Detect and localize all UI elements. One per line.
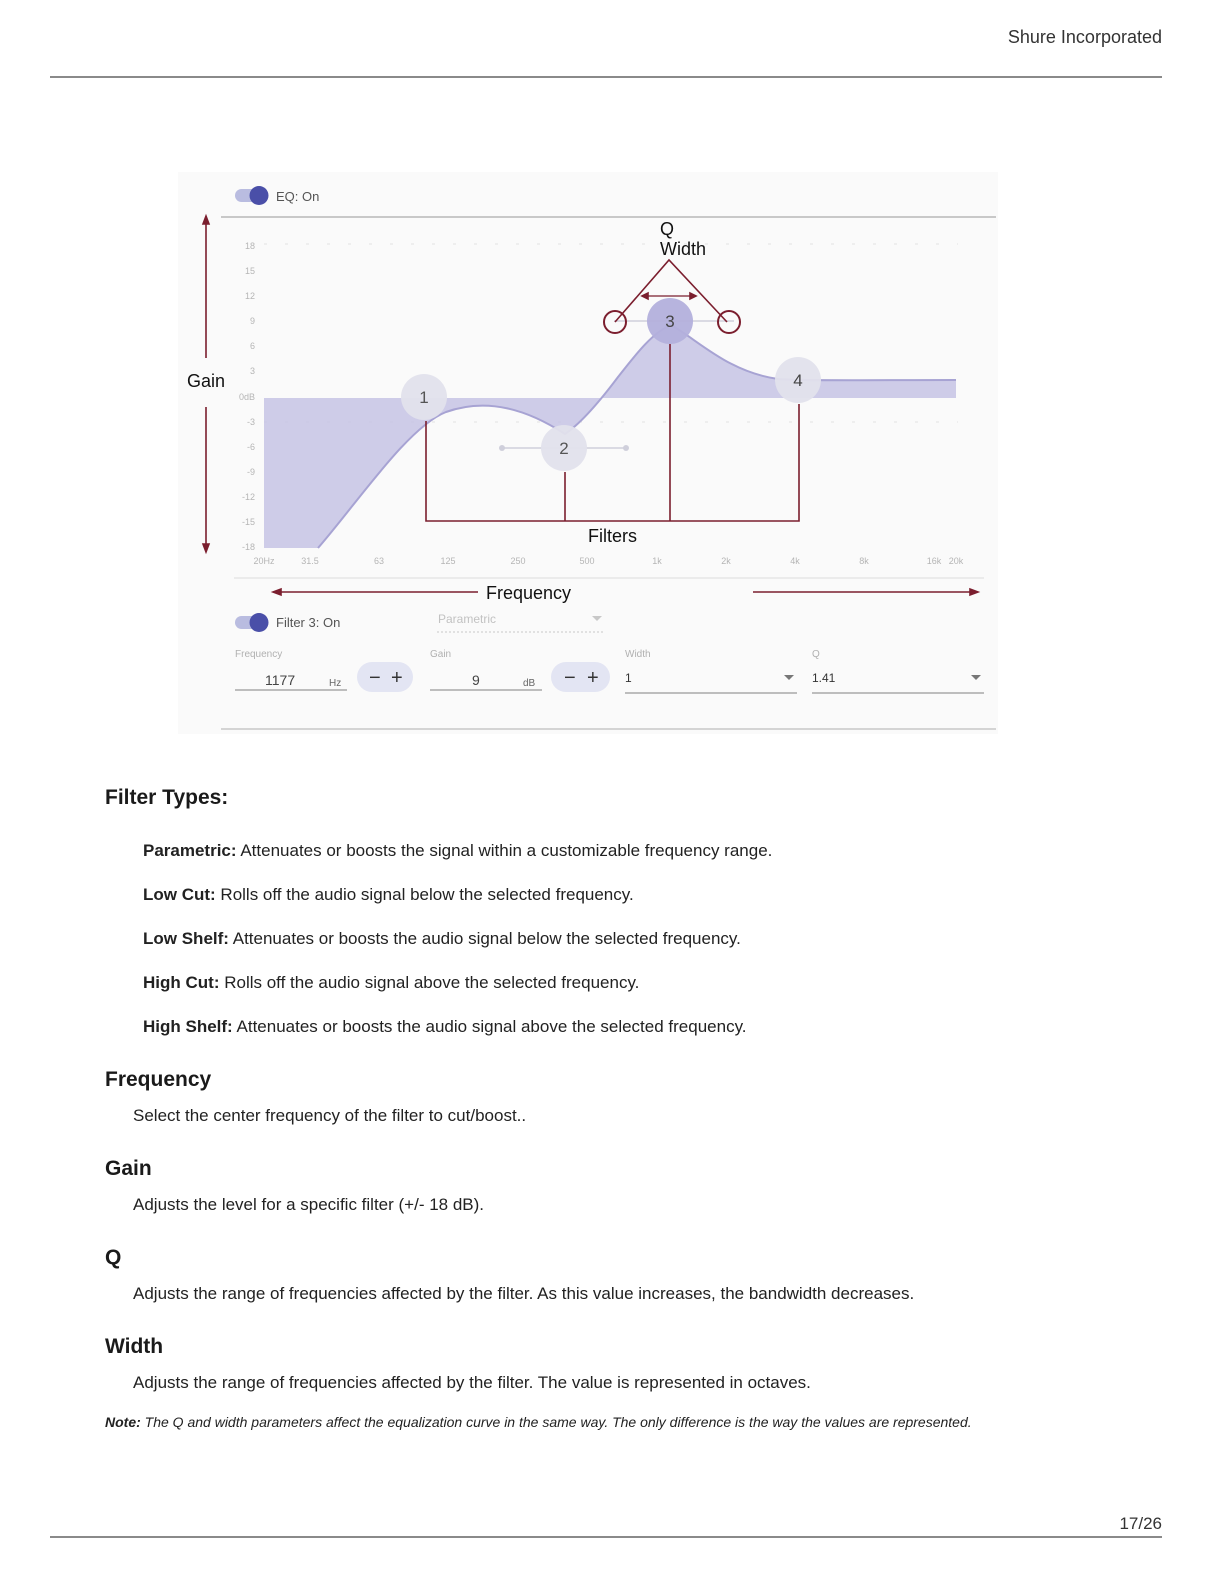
gain-unit: dB xyxy=(523,678,536,689)
filter-toggle-label: Filter 3: On xyxy=(276,615,341,630)
gain-tick: -9 xyxy=(246,467,255,477)
filter-type-desc: Rolls off the audio signal below the selected frequency. xyxy=(215,885,634,904)
filter-type-value: Parametric xyxy=(438,612,497,626)
gain-tick: -15 xyxy=(241,517,255,527)
q-control-label: Q xyxy=(812,649,820,660)
freq-tick: 125 xyxy=(440,556,456,566)
freq-tick: 2k xyxy=(721,556,731,566)
q-annotation: Q xyxy=(660,219,675,239)
filter-node-label: 3 xyxy=(665,312,675,331)
filter-type-item xyxy=(143,972,1115,994)
q-heading: Q xyxy=(105,1246,122,1269)
filter-type-desc: Attenuates or boosts the audio signal below the selected frequency. xyxy=(228,929,741,948)
frequency-unit: Hz xyxy=(329,678,342,689)
q-description: Adjusts the range of frequencies affected by the filter. As this value increases, the bandwidth decreases. xyxy=(133,1284,915,1303)
filter-node-label: 4 xyxy=(793,371,803,390)
gain-stepper[interactable] xyxy=(551,662,610,692)
q-value: 1.41 xyxy=(812,671,836,685)
document-body xyxy=(105,786,1115,1430)
minus-icon[interactable]: − xyxy=(369,667,381,689)
gain-tick: 6 xyxy=(249,341,255,351)
freq-tick: 63 xyxy=(373,556,385,566)
gain-tick: -12 xyxy=(241,492,255,502)
gain-tick: 12 xyxy=(244,291,255,301)
filter-type-item xyxy=(143,1016,1115,1038)
width-control-label: Width xyxy=(625,649,651,660)
frequency-stepper[interactable] xyxy=(357,662,413,692)
filter-type-item xyxy=(143,928,1115,950)
filter-types-heading: Filter Types: xyxy=(105,786,229,809)
plus-icon[interactable]: + xyxy=(391,667,403,689)
filter-node-label: 1 xyxy=(419,388,429,407)
gain-tick: 15 xyxy=(244,266,255,276)
filter-node-1[interactable] xyxy=(401,374,447,420)
filter-node-4[interactable] xyxy=(775,357,821,403)
gain-tick: 18 xyxy=(244,241,255,251)
header-company: Shure Incorporated xyxy=(1007,27,1162,47)
gain-value: 9 xyxy=(472,672,480,688)
gain-control-label: Gain xyxy=(430,649,452,660)
frequency-control-label: Frequency xyxy=(235,649,283,660)
freq-tick: 1k xyxy=(652,556,662,566)
filter-type-desc: Attenuates or boosts the signal within a customizable frequency range. xyxy=(236,841,773,860)
plus-icon[interactable]: + xyxy=(587,667,599,689)
filters-annotation: Filters xyxy=(588,526,637,546)
filter-type-name: High Cut: xyxy=(143,973,220,992)
filter-type-name: High Shelf: xyxy=(143,1017,233,1036)
gain-tick: -3 xyxy=(246,417,255,427)
frequency-value: 1177 xyxy=(265,672,296,688)
filter-type-desc: Rolls off the audio signal above the selected frequency. xyxy=(219,973,640,992)
eq-toggle-label: EQ: On xyxy=(276,189,320,204)
gain-annotation: Gain xyxy=(187,371,226,391)
gain-tick: 0dB xyxy=(238,392,255,402)
freq-tick: 4k xyxy=(790,556,800,566)
gain-tick: -18 xyxy=(241,542,255,552)
filter-type-name: Parametric: xyxy=(143,841,237,860)
freq-tick: 250 xyxy=(510,556,526,566)
footer-rule xyxy=(50,1536,1162,1538)
width-value: 1 xyxy=(625,671,632,685)
header-rule xyxy=(50,76,1162,78)
freq-tick: 20Hz xyxy=(253,556,275,566)
filter-type-name: Low Shelf: xyxy=(143,929,229,948)
frequency-heading: Frequency xyxy=(105,1068,212,1091)
width-annotation: Width xyxy=(660,239,707,259)
page-number: 17/26 xyxy=(1119,1514,1162,1533)
filter-type-item xyxy=(143,884,1115,906)
filter-type-name: Low Cut: xyxy=(143,885,216,904)
freq-tick: 16k xyxy=(926,556,942,566)
filter-type-item xyxy=(143,840,1115,862)
eq-figure xyxy=(178,172,998,734)
filter-type-desc: Attenuates or boosts the audio signal above the selected frequency. xyxy=(232,1017,747,1036)
gain-tick: 3 xyxy=(249,366,255,376)
minus-icon[interactable]: − xyxy=(564,667,576,689)
freq-tick: 20k xyxy=(948,556,964,566)
note-text: The Q and width parameters affect the equalization curve in the same way. The only difference is the way the values are represented. xyxy=(140,1414,972,1430)
gain-tick: 9 xyxy=(249,316,255,326)
gain-description: Adjusts the level for a specific filter (+/- 18 dB). xyxy=(133,1195,485,1214)
width-description: Adjusts the range of frequencies affected by the filter. The value is represented in octaves. xyxy=(133,1373,811,1392)
gain-heading: Gain xyxy=(105,1157,152,1180)
freq-tick: 500 xyxy=(579,556,595,566)
gain-tick: -6 xyxy=(246,442,255,452)
frequency-description: Select the center frequency of the filter to cut/boost.. xyxy=(133,1106,527,1125)
freq-tick: 31.5 xyxy=(301,556,319,566)
width-heading: Width xyxy=(105,1335,164,1358)
freq-tick: 8k xyxy=(859,556,869,566)
filter-node-label: 2 xyxy=(559,439,569,458)
frequency-annotation: Frequency xyxy=(486,583,572,603)
note-label: Note: xyxy=(105,1414,141,1430)
note xyxy=(105,1414,1115,1430)
